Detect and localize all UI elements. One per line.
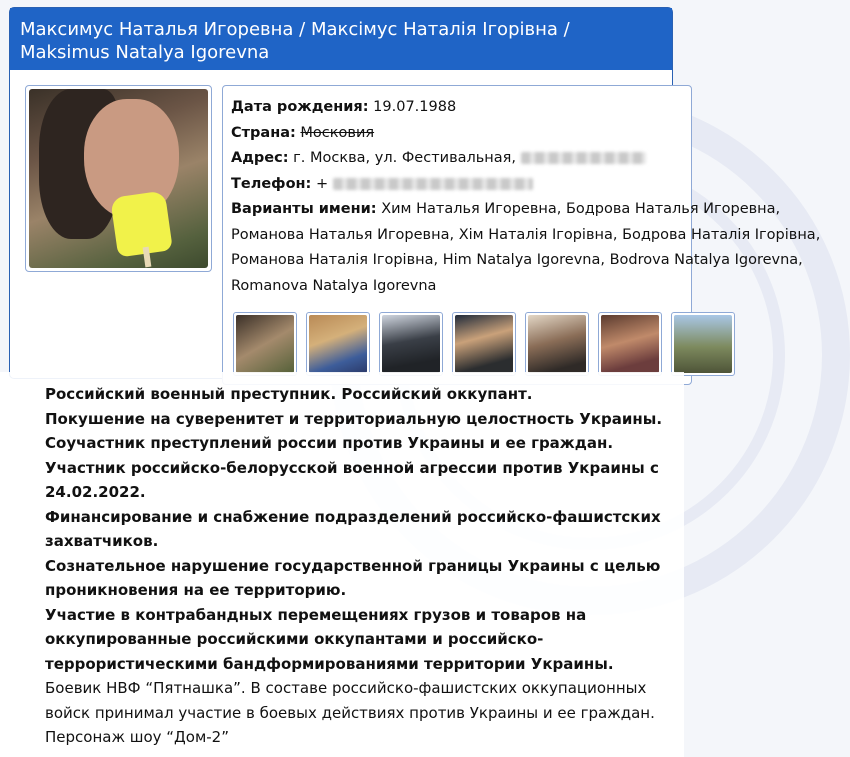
portrait-image: [29, 89, 208, 268]
country-row: [231, 121, 683, 147]
dob-value: 19.07.1988: [373, 99, 457, 115]
phone-row: [231, 172, 683, 198]
description-line: Участие в контрабандных перемещениях грузов и товаров на оккупированные российскими оккупантами и российско-террористическими бандформированиями территории Украины.: [45, 605, 614, 673]
gallery-thumb-3[interactable]: [379, 312, 443, 376]
gallery-thumb-5[interactable]: [525, 312, 589, 376]
variants-label: Варианты имени:: [231, 201, 377, 217]
description-line: Боевик НВФ “Пятнашка”. В составе российско-фашистских оккупационных войск принимал участие в боевых действиях против Украины и ее граждан.: [45, 679, 655, 722]
country-label: Страна:: [231, 124, 296, 141]
description-section: [0, 372, 684, 757]
description-line: Участник российско-белорусской военной агрессии против Украины с 24.02.2022.: [45, 458, 659, 501]
description-line: Покушение на суверенитет и территориальную целостность Украины.: [45, 409, 663, 428]
description-line: Соучастник преступлений россии против Украины и ее граждан.: [45, 434, 614, 452]
dob-label: Дата рождения:: [231, 99, 369, 115]
address-value: г. Москва, ул. Фестивальная,: [293, 150, 517, 166]
main-photo[interactable]: [25, 85, 212, 272]
variants-value: Хим Наталья Игоревна, Бодрова Наталья Игоревна, Романова Наталья Игоревна, Хім Наталія Ігорівна, Бодрова Наталія Ігорівна, Романова Наталія Ігорівна, Him Natalya Igorevna, Bodrova Natalya Igorevna, Romanova Natalya Igorevna: [231, 201, 821, 294]
phone-label: Телефон:: [231, 175, 312, 192]
info-panel: [222, 85, 821, 385]
description-line: Финансирование и снабжение подразделений российско-фашистских захватчиков.: [45, 507, 661, 550]
address-label: Адрес:: [231, 150, 289, 166]
redacted-phone: [333, 178, 533, 190]
country-value: Московия: [300, 124, 375, 141]
address-row: [231, 146, 683, 172]
description-line: Сознательное нарушение государственной границы Украины с целью проникновения на ее территорию.: [45, 556, 661, 599]
redacted-address: [521, 152, 646, 164]
phone-value: +: [315, 175, 329, 192]
gallery-thumb-2[interactable]: [306, 312, 370, 376]
gallery-thumb-6[interactable]: [598, 312, 662, 376]
description-line: Персонаж шоу “Дом-2”: [45, 728, 229, 746]
description-line: Российский военный преступник. Российский оккупант.: [45, 385, 533, 403]
name-variants-row: [231, 197, 831, 299]
profile-card: [9, 7, 821, 379]
gallery-thumb-7[interactable]: [671, 312, 735, 376]
dob-row: [231, 95, 683, 121]
gallery-thumb-4[interactable]: [452, 312, 516, 376]
gallery-thumb-1[interactable]: [233, 312, 297, 376]
profile-title: Максимус Наталья Игоревна / Максімус Наталія Ігорівна / Maksimus Natalya Igorevna: [10, 8, 672, 70]
photo-gallery: [233, 312, 735, 376]
